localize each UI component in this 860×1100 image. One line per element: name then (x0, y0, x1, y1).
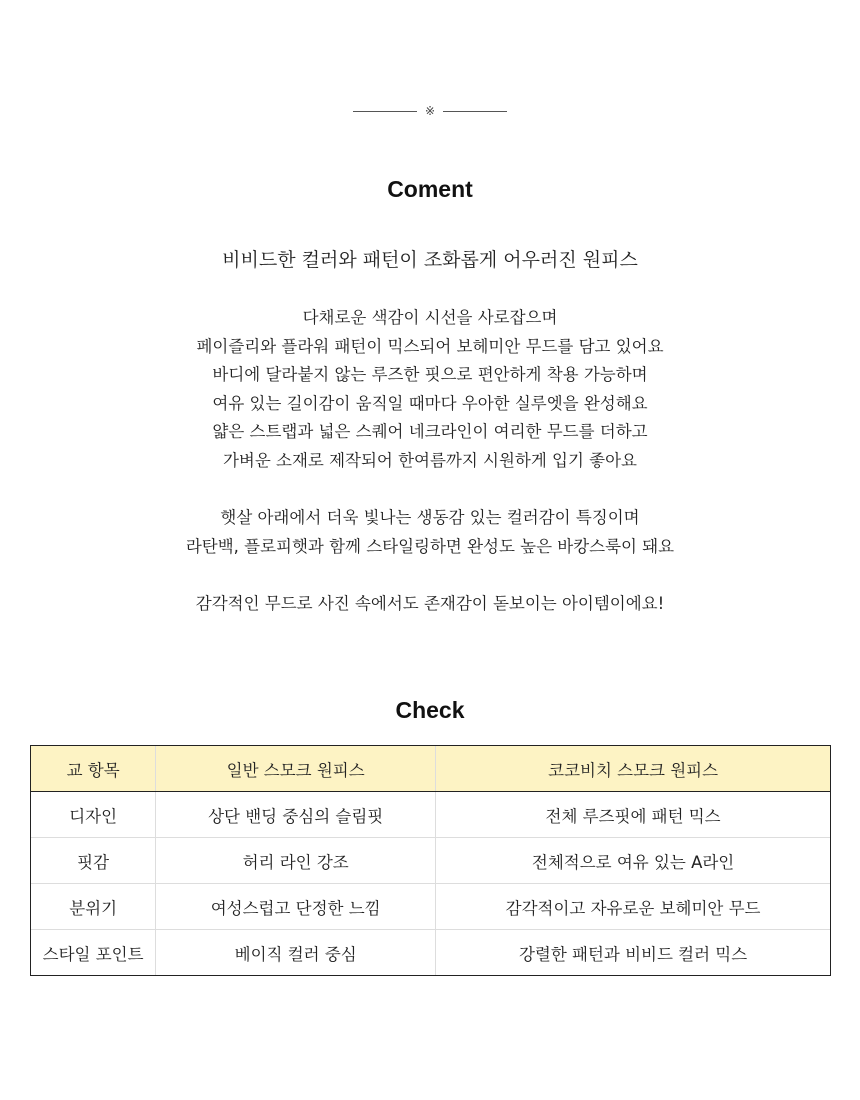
comparison-table-body (31, 792, 831, 976)
check-title: Check (395, 697, 465, 723)
coment-paragraph-2 (0, 504, 860, 561)
paragraph-line: 페이즐리와 플라워 패턴이 믹스되어 보헤미안 무드를 담고 있어요 (196, 336, 664, 356)
header-item: 교 항목 (31, 746, 156, 792)
coment-paragraph-3 (0, 590, 860, 619)
comparison-table (30, 745, 831, 976)
row-label: 분위기 (31, 884, 156, 930)
regular-value: 베이직 컬러 중심 (156, 930, 436, 976)
paragraph-line: 얇은 스트랩과 넓은 스퀘어 네크라인이 여리한 무드를 더하고 (212, 422, 648, 442)
paragraph-line: 감각적인 무드로 사진 속에서도 존재감이 돋보이는 아이템이에요! (195, 594, 665, 613)
cocobeach-value: 전체 루즈핏에 패턴 믹스 (436, 792, 831, 838)
table-row (31, 838, 831, 884)
cocobeach-value: 전체적으로 여유 있는 A라인 (436, 838, 831, 884)
section-divider (0, 104, 860, 118)
regular-value: 허리 라인 강조 (156, 838, 436, 884)
header-regular-dress: 일반 스모크 원피스 (156, 746, 436, 792)
table-row (31, 792, 831, 838)
table-header-row (31, 746, 831, 792)
coment-paragraph-1 (0, 304, 860, 476)
divider-line-left (353, 111, 417, 112)
coment-subtitle: 비비드한 컬러와 패턴이 조화롭게 어우러진 원피스 (222, 249, 638, 271)
cocobeach-value: 강렬한 패턴과 비비드 컬러 믹스 (436, 930, 831, 976)
table-row (31, 884, 831, 930)
header-cocobeach-dress: 코코비치 스모크 원피스 (436, 746, 831, 792)
regular-value: 여성스럽고 단정한 느낌 (156, 884, 436, 930)
paragraph-line: 햇살 아래에서 더욱 빛나는 생동감 있는 컬러감이 특징이며 (220, 508, 640, 527)
divider-line-right (443, 111, 507, 112)
coment-title: Coment (387, 176, 473, 202)
paragraph-line: 여유 있는 길이감이 움직일 때마다 우아한 실루엣을 완성해요 (212, 393, 648, 413)
row-label: 핏감 (31, 838, 156, 884)
paragraph-line: 다채로운 색감이 시선을 사로잡으며 (302, 308, 558, 327)
row-label: 스타일 포인트 (31, 930, 156, 976)
regular-value: 상단 밴딩 중심의 슬림핏 (156, 792, 436, 838)
paragraph-line: 바디에 달라붙지 않는 루즈한 핏으로 편안하게 착용 가능하며 (212, 365, 648, 385)
paragraph-line: 가벼운 소재로 제작되어 한여름까지 시원하게 입기 좋아요 (222, 450, 637, 470)
divider-ornament-icon: ※ (424, 104, 436, 118)
comparison-table-header (31, 746, 831, 792)
table-row (31, 930, 831, 976)
paragraph-line: 라탄백, 플로피햇과 함께 스타일링하면 완성도 높은 바캉스룩이 돼요 (185, 536, 675, 556)
row-label: 디자인 (31, 792, 156, 838)
cocobeach-value: 감각적이고 자유로운 보헤미안 무드 (436, 884, 831, 930)
